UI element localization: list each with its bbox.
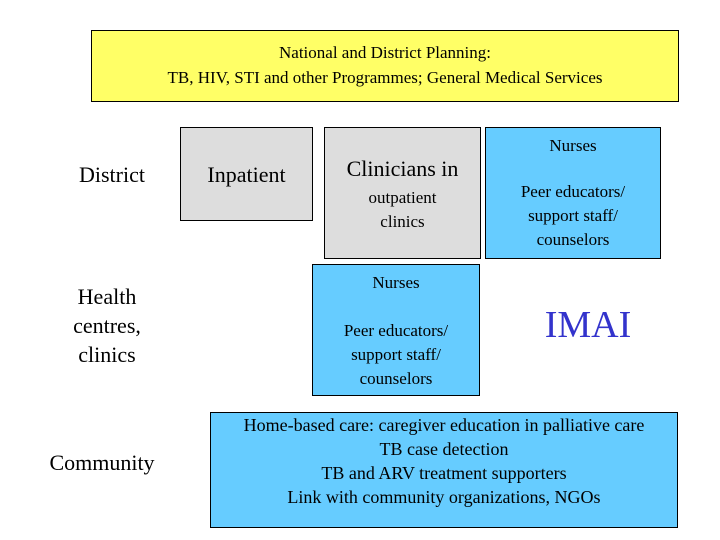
peers-line: Peer educators/	[343, 321, 449, 340]
health-centre-peers-label	[313, 319, 479, 391]
community-box	[210, 412, 678, 528]
planning-box	[91, 30, 679, 102]
peers-line: counselors	[536, 230, 610, 249]
clinicians-title: Clinicians in	[346, 156, 459, 181]
peers-line: support staff/	[528, 206, 618, 225]
planning-subtitle: TB, HIV, STI and other Programmes; General Medical Services	[167, 68, 603, 87]
health-centre-nurses-label: Nurses	[372, 273, 420, 292]
district-peers-label	[486, 180, 660, 252]
community-item: TB and ARV treatment supporters	[321, 463, 567, 483]
district-staff-box	[485, 127, 661, 259]
level-label-community: Community	[49, 450, 155, 475]
level-label-district: District	[79, 162, 145, 187]
inpatient-label: Inpatient	[207, 162, 286, 187]
clinicians-subtitle	[325, 186, 480, 234]
imai-label: IMAI	[544, 304, 632, 346]
peers-line: Peer educators/	[520, 182, 626, 201]
district-nurses-label: Nurses	[549, 136, 597, 155]
community-item: Link with community organizations, NGOs	[287, 487, 601, 507]
level-label-line: centres,	[73, 313, 141, 338]
level-label-line: clinics	[78, 342, 136, 367]
health-centre-staff-box	[312, 264, 480, 396]
level-label-line: Health	[77, 284, 137, 309]
community-item: Home-based care: caregiver education in palliative care	[243, 415, 645, 435]
planning-title: National and District Planning:	[279, 43, 491, 62]
clinicians-sub-line: outpatient	[368, 188, 437, 207]
clinicians-sub-line: clinics	[380, 212, 425, 231]
peers-line: counselors	[359, 369, 433, 388]
level-label-health-centres	[55, 282, 159, 369]
peers-line: support staff/	[351, 345, 441, 364]
community-item: TB case detection	[379, 439, 509, 459]
clinicians-box	[324, 127, 481, 259]
